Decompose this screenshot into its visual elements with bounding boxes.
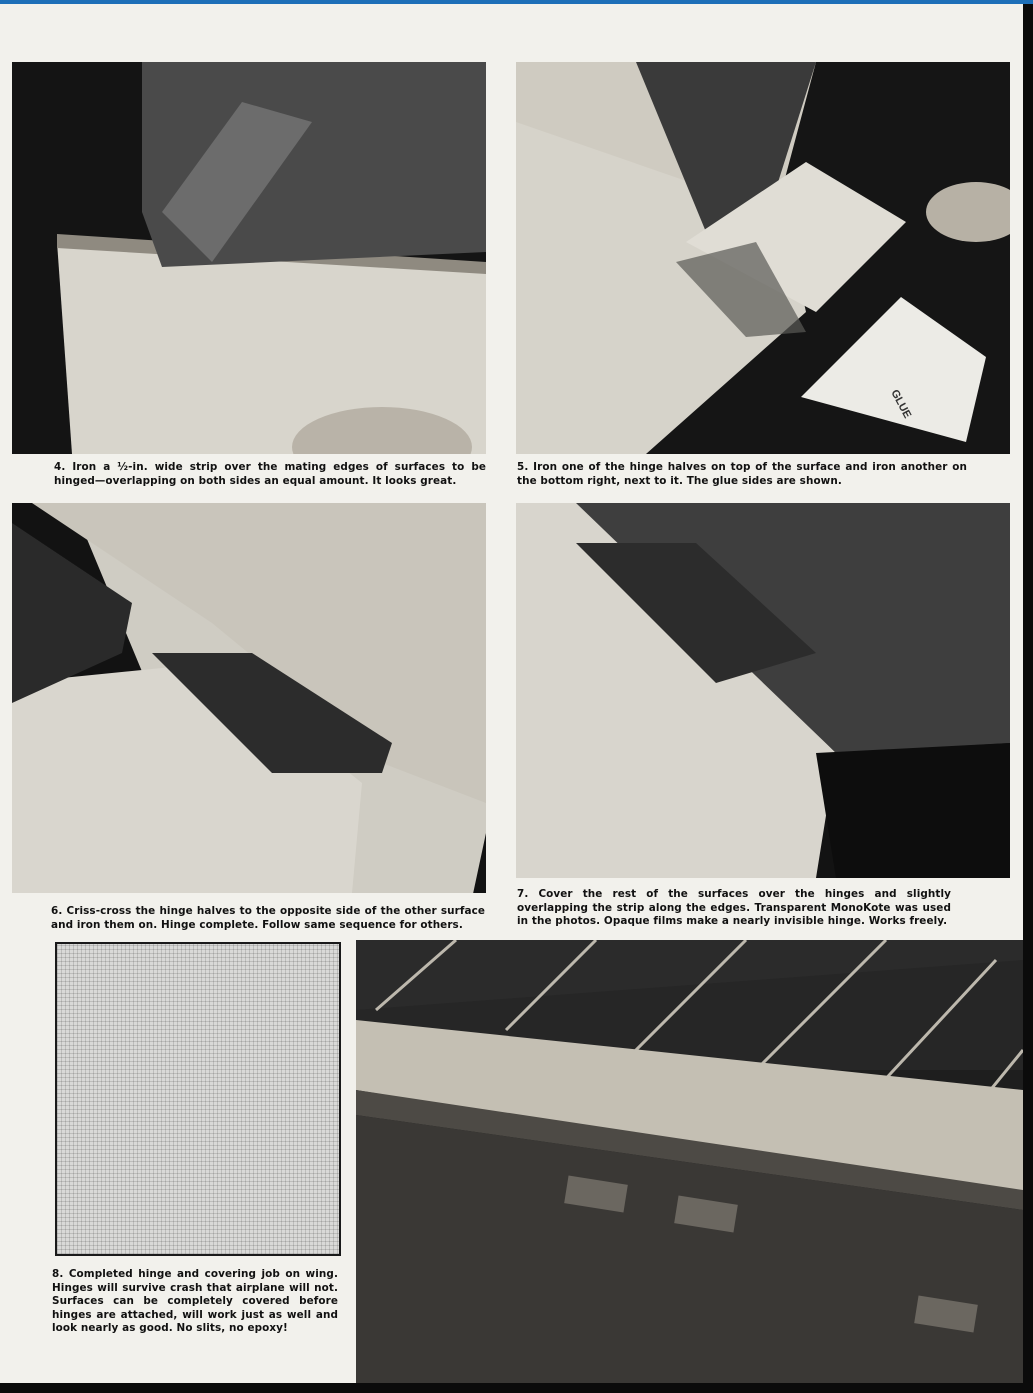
- caption-step-7: 7. Cover the rest of the surfaces over the hinges and slightly overlapping the strip along the edges. Transparent MonoKote was used in the photos. Opaque films make a nearly invisible hinge. Works freely.: [517, 888, 951, 927]
- photo-step-7-covered: [516, 503, 1010, 878]
- photo-step-8-completed-wing: [356, 940, 1023, 1383]
- top-color-bar: [0, 0, 1033, 4]
- caption-step-4: 4. Iron a ½-in. wide strip over the mating edges of surfaces to be hinged—overlapping on both sides an equal amount. It looks great.: [54, 461, 486, 487]
- caption-step-8: 8. Completed hinge and covering job on wing. Hinges will survive crash that airplane will not. Surfaces can be completely covered before hinges are attached, will work just as well and look nearly as good. No slits, no epoxy!: [52, 1268, 338, 1334]
- photo-step-4-iron-strip: [12, 62, 486, 454]
- photo-step-6-criss-cross: [12, 503, 486, 893]
- caption-step-5: 5. Iron one of the hinge halves on top of the surface and iron another on the bottom right, next to it. The glue sides are shown.: [517, 461, 967, 487]
- glue-label: GLUE: [888, 387, 914, 421]
- photo-step-5-hinge-halves: [516, 62, 1010, 454]
- halftone-screen-panel: [55, 942, 341, 1256]
- caption-step-6: 6. Criss-cross the hinge halves to the opposite side of the other surface and iron them on. Hinge complete. Follow same sequence for others.: [51, 905, 485, 931]
